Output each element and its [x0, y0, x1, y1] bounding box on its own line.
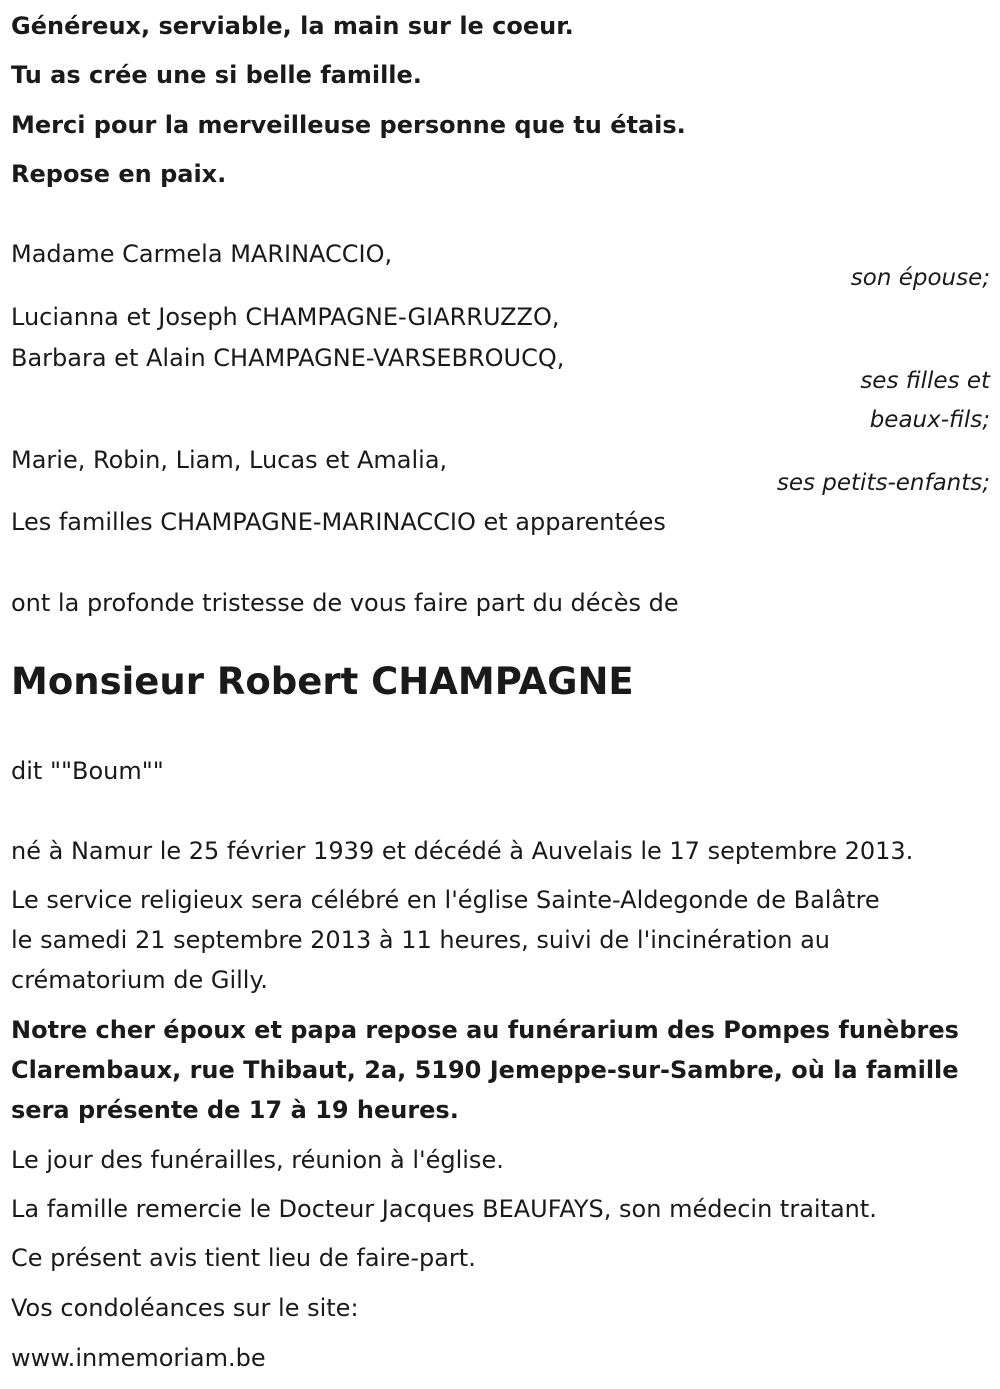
grandchildren-names: Marie, Robin, Liam, Lucas et Amalia,: [11, 446, 448, 474]
poem-line: Tu as crée une si belle famille.: [11, 61, 422, 89]
daughters-role: beaux-fils;: [869, 407, 990, 433]
deceased-nickname: dit ""Boum"": [11, 757, 164, 785]
poem-line: Merci pour la merveilleuse personne que tu étais.: [11, 111, 686, 139]
funerarium-line: Notre cher époux et papa repose au funérarium des Pompes funèbres: [11, 1016, 959, 1044]
spouse-name: Madame Carmela MARINACCIO,: [11, 240, 393, 268]
poem-line: Repose en paix.: [11, 160, 227, 188]
funerarium-line: Clarembaux, rue Thibaut, 2a, 5190 Jemeppe-sur-Sambre, où la famille: [11, 1056, 959, 1084]
birth-death-text: né à Namur le 25 février 1939 et décédé à Auvelais le 17 septembre 2013.: [11, 837, 914, 865]
service-line: Le service religieux sera célébré en l'église Sainte-Aldegonde de Balâtre: [11, 886, 880, 914]
spouse-role: son épouse;: [850, 265, 990, 291]
funerarium-line: sera présente de 17 à 19 heures.: [11, 1096, 459, 1124]
grandchildren-role: ses petits-enfants;: [776, 470, 990, 496]
website-link[interactable]: www.inmemoriam.be: [11, 1344, 266, 1372]
service-line: crématorium de Gilly.: [11, 966, 268, 994]
meeting-text: Le jour des funérailles, réunion à l'église.: [11, 1146, 504, 1174]
deceased-name: Monsieur Robert CHAMPAGNE: [11, 660, 634, 703]
notice-text: Ce présent avis tient lieu de faire-part.: [11, 1244, 476, 1272]
service-line: le samedi 21 septembre 2013 à 11 heures, suivi de l'incinération au: [11, 926, 830, 954]
poem-line: Généreux, serviable, la main sur le coeur.: [11, 12, 574, 40]
families-line: Les familles CHAMPAGNE-MARINACCIO et apparentées: [11, 508, 666, 536]
thanks-text: La famille remercie le Docteur Jacques BEAUFAYS, son médecin traitant.: [11, 1195, 877, 1223]
announcement-text: ont la profonde tristesse de vous faire part du décès de: [11, 589, 679, 617]
daughter-line: Lucianna et Joseph CHAMPAGNE-GIARRUZZO,: [11, 303, 560, 331]
condolences-label: Vos condoléances sur le site:: [11, 1294, 359, 1322]
daughter-line: Barbara et Alain CHAMPAGNE-VARSEBROUCQ,: [11, 344, 565, 372]
daughters-role: ses filles et: [860, 368, 990, 394]
